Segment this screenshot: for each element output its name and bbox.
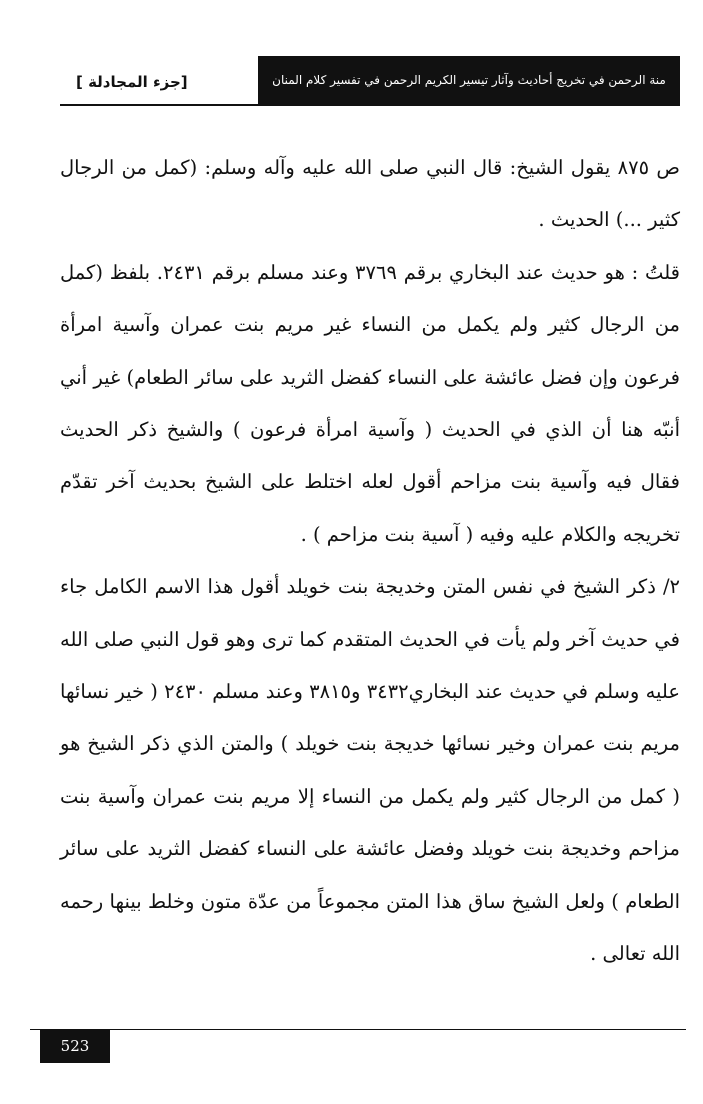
chapter-label: [جزء المجادلة ] xyxy=(76,73,188,91)
book-title: منة الرحمن في تخريج أحاديث وآثار تيسير الكريم الرحمن في تفسير كلام المنان xyxy=(272,73,666,87)
page-body xyxy=(60,142,680,981)
header-divider xyxy=(60,104,680,106)
page-header xyxy=(60,56,680,106)
page-number: 523 xyxy=(40,1029,110,1063)
footer-divider xyxy=(30,1029,686,1030)
paragraph: ٢/ ذكر الشيخ في نفس المتن وخديجة بنت خويلد أقول هذا الاسم الكامل جاء في حديث آخر ولم يأت في الحديث المتقدم كما ترى وهو قول النبي صلى الله عليه وسلم في حديث عند البخاري٣٤٣٢ و٣٨١٥ وعند مسلم ٢٤٣٠ ( خير نسائها مريم بنت عمران وخير نسائها خديجة بنت خويلد ) والمتن الذي ذكر الشيخ هو ( كمل من الرجال كثير ولم يكمل من النساء إلا مريم بنت عمران وآسية بنت مزاحم وخديجة بنت خويلد وفضل عائشة على النساء كفضل الثريد على سائر الطعام ) ولعل الشيخ ساق هذا المتن مجموعاً من عدّة متون وخلط بينها رحمه الله تعالى . xyxy=(60,575,680,966)
paragraph: ص ٨٧٥ يقول الشيخ: قال النبي صلى الله عليه وآله وسلم: (كمل من الرجال كثير ...) الحديث . xyxy=(60,156,680,232)
paragraph: قلتُ : هو حديث عند البخاري برقم ٣٧٦٩ وعند مسلم برقم ٢٤٣١. بلفظ (كمل من الرجال كثير ولم يكمل من النساء غير مريم بنت عمران وآسية امرأة فرعون وإن فضل عائشة على النساء كفضل الثريد على سائر الطعام) غير أني أنبّه هنا أن الذي في الحديث ( وآسية امرأة فرعون ) والشيخ ذكر الحديث فقال فيه وآسية بنت مزاحم أقول لعله اختلط على الشيخ بحديث آخر تقدّم تخريجه والكلام عليه وفيه ( آسية بنت مزاحم ) . xyxy=(60,260,680,546)
book-title-banner xyxy=(258,56,680,104)
